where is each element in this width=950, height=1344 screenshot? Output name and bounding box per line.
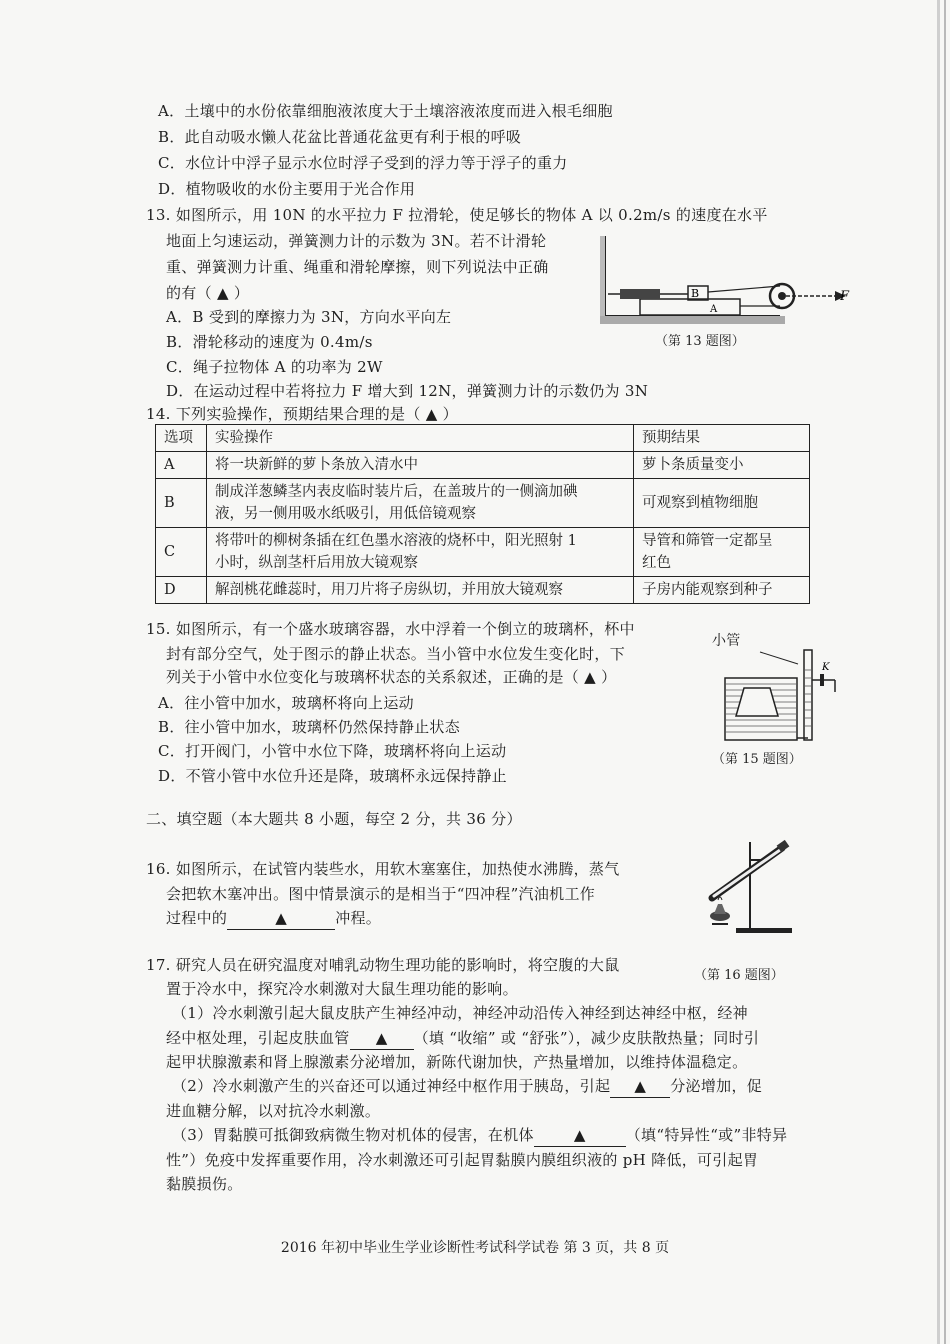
q12-option-c: C．水位计中浮子显示水位时浮子受到的浮力等于浮子的重力 [158,154,568,172]
operation-text: 将带叶的柳树条插在红色墨水溶液的烧杯中，阳光照射 1 [215,533,577,549]
q15-stem-line3: 列关于小管中水位变化与玻璃杯状态的关系叙述，正确的是（ ▲ ） [166,668,617,686]
table-cell-operation [207,479,634,528]
q17-part3-line2: 性”）免疫中发挥重要作用，冷水刺激还可引起胃黏膜内膜组织液的 pH 降低，可引起胃 [166,1151,759,1169]
q13-stem-line3: 重、弹簧测力计重、绳重和滑轮摩擦，则下列说法中正确 [166,258,549,276]
q17-part2-line2: 进血糖分解，以对抗冷水刺激。 [166,1102,381,1120]
q17-line1: 17. 研究人员在研究温度对哺乳动物生理功能的影响时，将空腹的大鼠 [146,956,620,974]
q16-line3 [166,907,381,930]
table-row [156,577,810,604]
table-cell-operation [207,577,634,604]
q16-answer-blank[interactable]: ▲ [227,907,335,930]
q17-part2-line1 [172,1075,762,1098]
q17-part2-line1-post: 分泌增加，促 [670,1077,763,1095]
result-text: 导管和筛管一定都呈 [642,533,773,549]
q14-stem: 14. 下列实验操作，预期结果合理的是（ ▲ ） [146,405,458,423]
q17-part1-line2-pre: 经中枢处理，引起皮肤血管 [166,1029,350,1047]
q17-blank-1[interactable]: ▲ [350,1027,414,1050]
section-2-heading: 二、填空题（本大题共 8 小题，每空 2 分，共 36 分） [146,810,522,828]
operation-text: 液，另一侧用吸水纸吸引，用低倍镜观察 [215,506,476,522]
result-text: 红色 [642,555,671,571]
q17-line2: 置于冷水中，探究冷水刺激对大鼠生理功能的影响。 [166,980,518,998]
table-cell-operation [207,452,634,479]
table-row [156,479,810,528]
operation-text: 制成洋葱鳞茎内表皮临时装片后，在盖玻片的一侧滴加碘 [215,484,578,500]
q16-figure-caption: （第 16 题图） [694,968,784,983]
table-cell-option: A [156,452,207,479]
q13-stem-line1: 13. 如图所示，用 10N 的水平拉力 F 拉滑轮，使足够长的物体 A 以 0.2m/s 的速度在水平 [146,206,768,224]
q12-option-a: A．土壤中的水份依靠细胞液浓度大于土壤溶液浓度而进入根毛细胞 [158,102,613,120]
q17-part1-line2 [166,1027,759,1050]
q16-line1: 16. 如图所示，在试管内装些水，用软木塞塞住，加热使水沸腾，蒸气 [146,860,620,878]
q15-stem-line1: 15. 如图所示，有一个盛水玻璃容器，水中浮着一个倒立的玻璃杯，杯中 [146,620,635,638]
q15-option-a: A．往小管中加水，玻璃杯将向上运动 [158,694,414,712]
q13-figure-caption: （第 13 题图） [655,334,745,349]
table-cell-result [634,452,810,479]
q17-part1-line2-post: （填 “收缩” 或 “舒张”），减少皮肤散热量；同时引 [413,1029,760,1047]
q17-part1-line3: 起甲状腺激素和肾上腺激素分泌增加，新陈代谢加快，产热量增加，以维持体温稳定。 [166,1053,748,1071]
q13-option-a: A．B 受到的摩擦力为 3N，方向水平向左 [166,308,452,326]
q12-option-d: D．植物吸收的水份主要用于光合作用 [158,180,416,198]
q15-container-figure [720,640,850,745]
q12-option-b: B．此自动吸水懒人花盆比普通花盆更有利于根的呼吸 [158,128,522,146]
scan-edge-line [937,0,940,1344]
q17-part1-line1: （1）冷水刺激引起大鼠皮肤产生神经冲动，神经冲动沿传入神经到达神经中枢，经神 [172,1004,748,1022]
q17-blank-3[interactable]: ▲ [534,1124,626,1147]
q15-label-tube: 小管 [712,633,741,649]
table-row [156,452,810,479]
q16-line3-post: 冲程。 [335,909,382,927]
result-text: 子房内能观察到种子 [642,582,773,598]
q17-part3-line1-pre: （3）胃黏膜可抵御致病微生物对机体的侵害，在机体 [172,1126,534,1144]
result-text: 萝卜条质量变小 [642,457,744,473]
operation-text: 将一块新鲜的萝卜条放入清水中 [215,457,418,473]
table-cell-result [634,479,810,528]
q17-part3-line3: 黏膜损伤。 [166,1175,243,1193]
table-cell-option: D [156,577,207,604]
table-header-option: 选项 [156,425,207,452]
q13-option-d: D．在运动过程中若将拉力 F 增大到 12N，弹簧测力计的示数仍为 3N [166,382,649,400]
table-header-row [156,425,810,452]
q13-label-a: A [710,304,718,315]
page-footer: 2016 年初中毕业生学业诊断性考试科学试卷 第 3 页，共 8 页 [280,1240,670,1256]
q15-label-valve: K [822,662,830,673]
scan-edge-line-2 [944,0,946,1344]
q13-option-c: C．绳子拉物体 A 的功率为 2W [166,358,383,376]
q13-label-f: F [840,289,850,304]
table-header-operation: 实验操作 [207,425,634,452]
q15-stem-line2: 封有部分空气，处于图示的静止状态。当小管中水位发生变化时，下 [166,645,626,663]
q13-option-b: B．滑轮移动的速度为 0.4m/s [166,333,373,351]
q13-pulley-figure [600,234,860,334]
operation-text: 解剖桃花雌蕊时，用刀片将子房纵切，并用放大镜观察 [215,582,563,598]
q13-stem-line4: 的有（ ▲ ） [166,284,250,302]
table-row [156,528,810,577]
q17-blank-2[interactable]: ▲ [610,1075,670,1098]
q16-test-tube-figure [700,838,800,938]
table-cell-operation [207,528,634,577]
q13-label-b: B [691,287,700,300]
table-cell-result [634,528,810,577]
q16-line3-pre: 过程中的 [166,909,228,927]
table-cell-result [634,577,810,604]
table-cell-option: C [156,528,207,577]
result-text: 可观察到植物细胞 [642,495,758,511]
q15-option-c: C．打开阀门，小管中水位下降，玻璃杯将向上运动 [158,742,507,760]
table-header-result: 预期结果 [634,425,810,452]
q14-table [155,424,810,604]
q17-part3-line1-post: （填“特异性“或”非特异 [625,1126,788,1144]
q17-part2-line1-pre: （2）冷水刺激产生的兴奋还可以通过神经中枢作用于胰岛，引起 [172,1077,611,1095]
q16-line2: 会把软木塞冲出。图中情景演示的是相当于“四冲程”汽油机工作 [166,885,596,903]
q15-figure-caption: （第 15 题图） [712,752,802,767]
q15-option-d: D．不管小管中水位升还是降，玻璃杯永远保持静止 [158,767,507,785]
table-cell-option: B [156,479,207,528]
q15-option-b: B．往小管中加水，玻璃杯仍然保持静止状态 [158,718,461,736]
q13-stem-line2: 地面上匀速运动，弹簧测力计的示数为 3N。若不计滑轮 [166,232,547,250]
q17-part3-line1 [172,1124,787,1147]
operation-text: 小时，纵剖茎杆后用放大镜观察 [215,555,418,571]
